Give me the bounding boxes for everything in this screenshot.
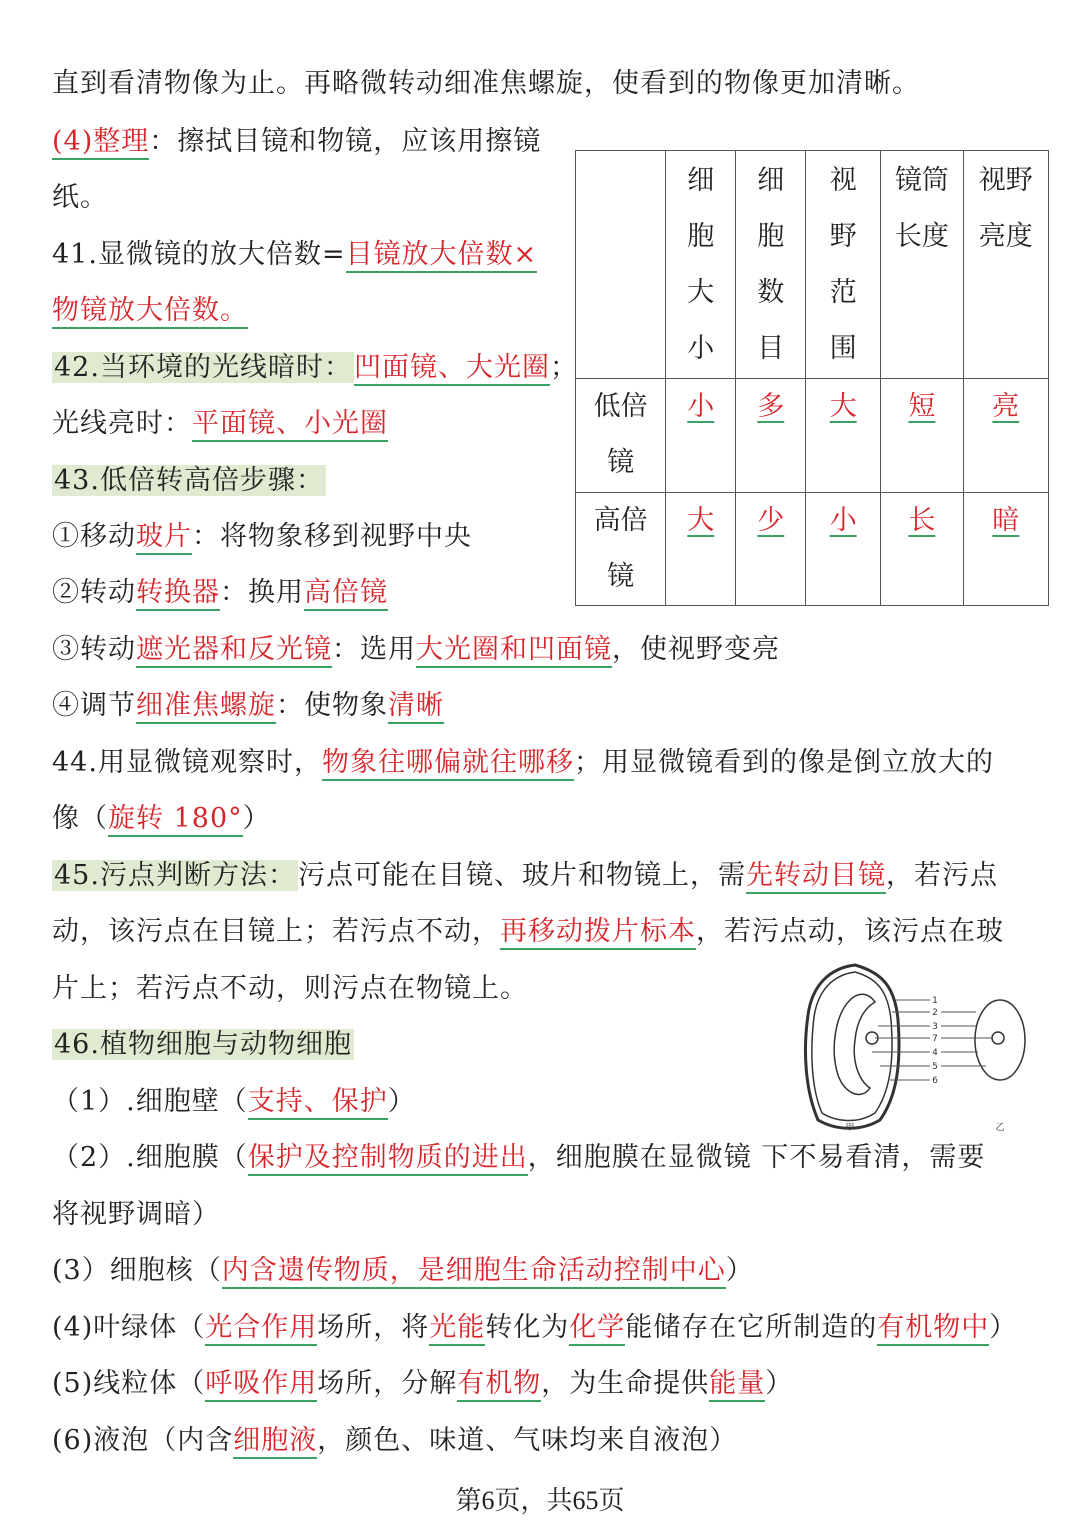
answer: 物镜放大倍数。 [52,295,248,329]
item-41 [52,235,537,275]
row-label: 低倍镜 [576,379,666,493]
answer: 支持、保护 [248,1086,388,1120]
text: ； [549,352,578,383]
fig-label: 3 [932,1022,938,1032]
cell-diagram [800,960,1050,1135]
answer: 内含遗传物质，是细胞生命活动控制中心 [222,1255,726,1289]
cell-part-2-cont: 将视野调暗） [52,1199,220,1230]
table-cell: 小 [666,379,736,493]
answer: 细准焦螺旋 [136,690,276,724]
answer: 呼吸作用 [205,1368,317,1402]
text: ，若污点 [885,860,998,891]
cell-part-1 [52,1082,416,1122]
animal-cell [975,1000,1025,1080]
answer: 有机物中 [877,1312,989,1346]
answer: 凹面镜、大光圈 [354,352,550,386]
cell-part-6 [52,1421,737,1461]
item-45 [52,856,998,896]
fig-label: 6 [932,1076,938,1086]
table-header: 视野范围 [806,151,881,379]
answer: 清晰 [388,690,444,724]
text: (5)线粒体（ [52,1368,206,1399]
table-cell: 大 [806,379,881,493]
text: (3）细胞核（ [52,1255,222,1286]
fig-label: 4 [932,1048,938,1058]
item-heading: 42.当环境的光线暗时： [54,352,352,383]
table-cell: 长 [881,493,963,606]
fig-label: 1 [932,996,938,1006]
table-header: 视野亮度 [963,151,1048,379]
item-heading: 46.植物细胞与动物细胞 [54,1029,352,1060]
text: ：换用 [220,577,304,608]
text-line: 纸。 [52,182,108,213]
text: 场所，分解 [317,1368,458,1399]
answer: 高倍镜 [304,577,388,611]
text: (4)叶绿体（ [52,1312,206,1343]
item-45-cont: 片上；若污点不动，则污点在物镜上。 [52,973,528,1004]
text: ） [387,1086,416,1117]
answer: 物象往哪偏就往哪移 [322,747,574,781]
answer: 能量 [709,1368,765,1402]
animal-nucleus [992,1032,1004,1044]
row-label: 高倍镜 [576,493,666,606]
text: ，细胞膜在显微镜 下不易看清，需要 [527,1142,986,1173]
table-cell: 小 [806,493,881,606]
text-line [52,122,541,162]
text: （2）.细胞膜（ [52,1142,248,1173]
answer: 再移动拨片标本 [500,916,696,950]
fig-label: 7 [932,1034,938,1044]
text: 能储存在它所制造的 [625,1312,878,1343]
step-4 [52,686,444,726]
answer: 先转动目镜 [746,860,886,894]
item-43-title [52,461,326,501]
text: ，颜色、味道、气味均来自液泡） [317,1425,738,1456]
cell-part-2 [52,1138,985,1178]
table-cell: 少 [736,493,806,606]
table-cell: 大 [666,493,736,606]
table-header: 细胞数目 [736,151,806,379]
answer: 平面镜、小光圈 [192,408,388,442]
item-heading: 45.污点判断方法： [54,860,296,891]
answer: 转换器 [136,577,220,611]
text: ，为生命提供 [541,1368,710,1399]
item-41-cont [52,291,248,331]
answer: 旋转 180° [108,803,243,837]
text: ②转动 [52,577,136,608]
table-cell: 亮 [963,379,1048,493]
text: ；用显微镜看到的像是倒立放大的 [573,747,994,778]
text: 动，该污点在目镜上；若污点不动， [52,916,500,947]
text: 污点可能在目镜、玻片和物镜上，需 [297,860,746,891]
text: ：将物象移到视野中央 [192,521,472,552]
vacuole [834,994,875,1094]
comparison-table [575,150,1049,606]
table-corner [576,151,666,379]
table-cell: 暗 [963,493,1048,606]
answer: 遮光器和反光镜 [136,634,332,668]
text: ：擦拭目镜和物镜，应该用擦镜 [149,126,542,157]
text: 41.显微镜的放大倍数= [52,239,346,270]
highlight-term: (4)整理 [52,126,149,160]
text-line: 直到看清物像为止。再略微转动细准焦螺旋，使看到的物像更加清晰。 [52,68,920,99]
cell-part-3 [52,1251,754,1291]
text: ） [242,803,271,834]
item-44 [52,743,994,783]
text: ③转动 [52,634,136,665]
table-cell: 短 [881,379,963,493]
step-1 [52,517,472,557]
text: (6)液泡（内含 [52,1425,234,1456]
table-header: 镜筒长度 [881,151,963,379]
text: ，使视野变亮 [612,634,780,665]
text: 44.用显微镜观察时， [52,747,322,778]
text: ：使物象 [276,690,388,721]
answer: 大光圈和凹面镜 [416,634,612,668]
answer: 有机物 [457,1368,541,1402]
text: ） [989,1312,1018,1343]
answer: 光合作用 [205,1312,317,1346]
item-46-title [52,1025,354,1065]
table-cell: 多 [736,379,806,493]
answer: 细胞液 [233,1425,317,1459]
cell-part-5 [52,1364,793,1404]
text: ④调节 [52,690,136,721]
answer: 目镜放大倍数× [346,239,538,273]
answer: 保护及控制物质的进出 [248,1142,528,1176]
fig-caption: 乙 [995,1123,1005,1133]
answer: 化学 [569,1312,625,1346]
text: 像（ [52,803,108,834]
text: ） [765,1368,794,1399]
text: ①移动 [52,521,136,552]
item-42-cont [52,404,388,444]
item-45-cont [52,912,1004,952]
page-number: 第6页，共65页 [455,1486,625,1515]
item-42 [52,348,578,388]
text: ） [725,1255,754,1286]
answer: 玻片 [136,521,192,555]
fig-label: 5 [932,1062,938,1072]
text: ：选用 [332,634,416,665]
cell-part-4 [52,1308,1017,1348]
text: （1）.细胞壁（ [52,1086,248,1117]
answer: 光能 [429,1312,485,1346]
text: 场所，将 [317,1312,430,1343]
table-header: 细胞大小 [666,151,736,379]
text: 转化为 [485,1312,570,1343]
text: ，若污点动，该污点在玻 [696,916,1004,947]
table-row [576,379,1049,493]
fig-caption: 甲 [845,1123,855,1133]
text: 光线亮时： [52,408,192,439]
table-row [576,493,1049,606]
step-3 [52,630,780,670]
item-heading: 43.低倍转高倍步骤： [54,465,324,496]
item-44-cont [52,799,271,839]
step-2 [52,573,388,613]
fig-label: 2 [932,1008,938,1018]
